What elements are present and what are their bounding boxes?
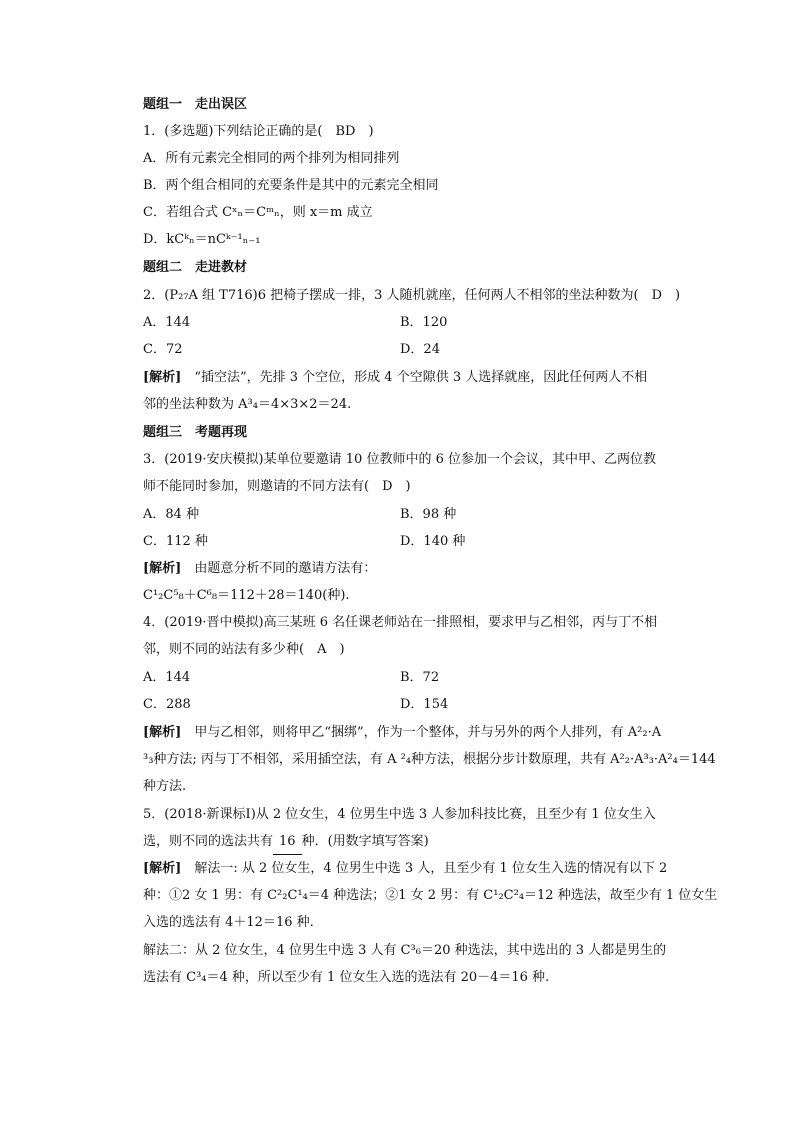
q2-solution-text-1: “插空法”，先排 3 个空位，形成 4 个空隙供 3 人选择就座，因此任何两人不相 <box>194 370 648 385</box>
question-4-line-2: 邻，则不同的站法有多少种( A ) <box>143 642 345 657</box>
q4-solution-text-1: 甲与乙相邻，则将甲乙“捆绑”，作为一个整体，并与另外的两个人排列，有 A²₂·A <box>194 725 662 740</box>
q5-text-before-blank: 选，则不同的选法共有 <box>143 834 274 849</box>
question-2: 2．(P₂₇A 组 T716)6 把椅子摆成一排，3 人随机就座，任何两人不相邻的坐法种数为( D ) <box>143 288 681 303</box>
q3-solution-line-1 <box>143 557 684 581</box>
solution-tag: [解析] <box>143 861 182 876</box>
question-5-line-2 <box>143 830 684 854</box>
q2-options-row-2 <box>0 338 794 362</box>
q5-solution-text-1: 解法一: 从 2 位女生，4 位男生中选 3 人，且至少有 1 位女生入选的情况有以下 2 <box>194 861 668 876</box>
q4-solution-line-2: ³₃种方法; 丙与丁不相邻，采用插空法，有 A ²₄种方法，根据分步计数原理，共有 A²₂·A³₃·A²₄＝144 <box>143 752 716 767</box>
q3-solution-line-2: C¹₂C⁵₈＋C⁶₈＝112＋28＝140(种). <box>143 588 350 603</box>
question-5-line-1: 5．(2018·新课标Ⅰ)从 2 位女生，4 位男生中选 3 人参加科技比赛，且至少有 1 位女生入 <box>143 807 656 822</box>
q5-answer-blank: 16 <box>273 830 302 855</box>
q1-option-b: B．两个组合相同的充要条件是其中的元素完全相同 <box>143 178 439 193</box>
q5-solution-line-2: 种：①2 女 1 男：有 C²₂C¹₄＝4 种选法；②1 女 2 男：有 C¹₂C²₄＝12 种选法，故至少有 1 位女生 <box>143 888 718 903</box>
q2-options-row-1 <box>0 311 794 335</box>
q5-solution-line-1 <box>143 857 684 881</box>
q2-option-d: D．24 <box>400 342 440 357</box>
question-1: 1．(多选题)下列结论正确的是( BD ) <box>143 124 374 139</box>
q4-solution-line-1 <box>143 721 684 745</box>
group-heading-1: 题组一 走出误区 <box>143 97 248 112</box>
q3-solution-text-1: 由题意分析不同的邀请方法有： <box>194 561 377 576</box>
q5-text-after-blank: 种．(用数字填写答案) <box>301 834 429 849</box>
q1-option-d: D．kCᵏₙ＝nCᵏ⁻¹ₙ₋₁ <box>143 232 261 247</box>
q3-option-d: D．140 种 <box>400 534 466 549</box>
group-heading-3: 题组三 考题再现 <box>143 425 248 440</box>
q2-option-a: A．144 <box>143 315 191 330</box>
q4-option-b: B．72 <box>400 670 440 685</box>
q5-solution-line-4: 解法二：从 2 位女生，4 位男生中选 3 人有 C³₆＝20 种选法，其中选出的 3 人都是男生的 <box>143 943 667 958</box>
solution-tag: [解析] <box>143 561 182 576</box>
q4-option-a: A．144 <box>143 670 191 685</box>
q2-option-c: C．72 <box>143 342 183 357</box>
q2-solution-line-1 <box>143 366 684 390</box>
solution-tag: [解析] <box>143 370 182 385</box>
q4-options-row-1 <box>0 666 794 690</box>
group-heading-2: 题组二 走进教材 <box>143 260 248 275</box>
q3-options-row-1 <box>0 503 794 527</box>
q4-solution-line-3: 种方法. <box>143 779 187 794</box>
q1-option-a: A．所有元素完全相同的两个排列为相同排列 <box>143 151 400 166</box>
solution-tag: [解析] <box>143 725 182 740</box>
q2-option-b: B．120 <box>400 315 448 330</box>
q3-option-a: A．84 种 <box>143 507 200 522</box>
q2-solution-line-2: 邻的坐法种数为 A³₄＝4×3×2＝24. <box>143 397 352 412</box>
q4-options-row-2 <box>0 693 794 717</box>
q5-solution-line-3: 入选的选法有 4＋12＝16 种. <box>143 915 314 930</box>
q1-option-c: C．若组合式 Cˣₙ＝Cᵐₙ，则 x＝m 成立 <box>143 205 373 220</box>
q4-option-c: C．288 <box>143 697 191 712</box>
q3-option-b: B．98 种 <box>400 507 457 522</box>
q3-options-row-2 <box>0 530 794 554</box>
q4-option-d: D．154 <box>400 697 449 712</box>
question-3-line-2: 师不能同时参加，则邀请的不同方法有( D ) <box>143 479 411 494</box>
question-4-line-1: 4．(2019·晋中模拟)高三某班 6 名任课老师站在一排照相，要求甲与乙相邻，丙与丁不相 <box>143 615 658 630</box>
q3-option-c: C．112 种 <box>143 534 208 549</box>
q5-solution-line-5: 选法有 C³₄＝4 种，所以至少有 1 位女生入选的选法有 20－4＝16 种. <box>143 970 550 985</box>
question-3-line-1: 3．(2019·安庆模拟)某单位要邀请 10 位教师中的 6 位参加一个会议，其中甲、乙两位教 <box>143 452 656 467</box>
